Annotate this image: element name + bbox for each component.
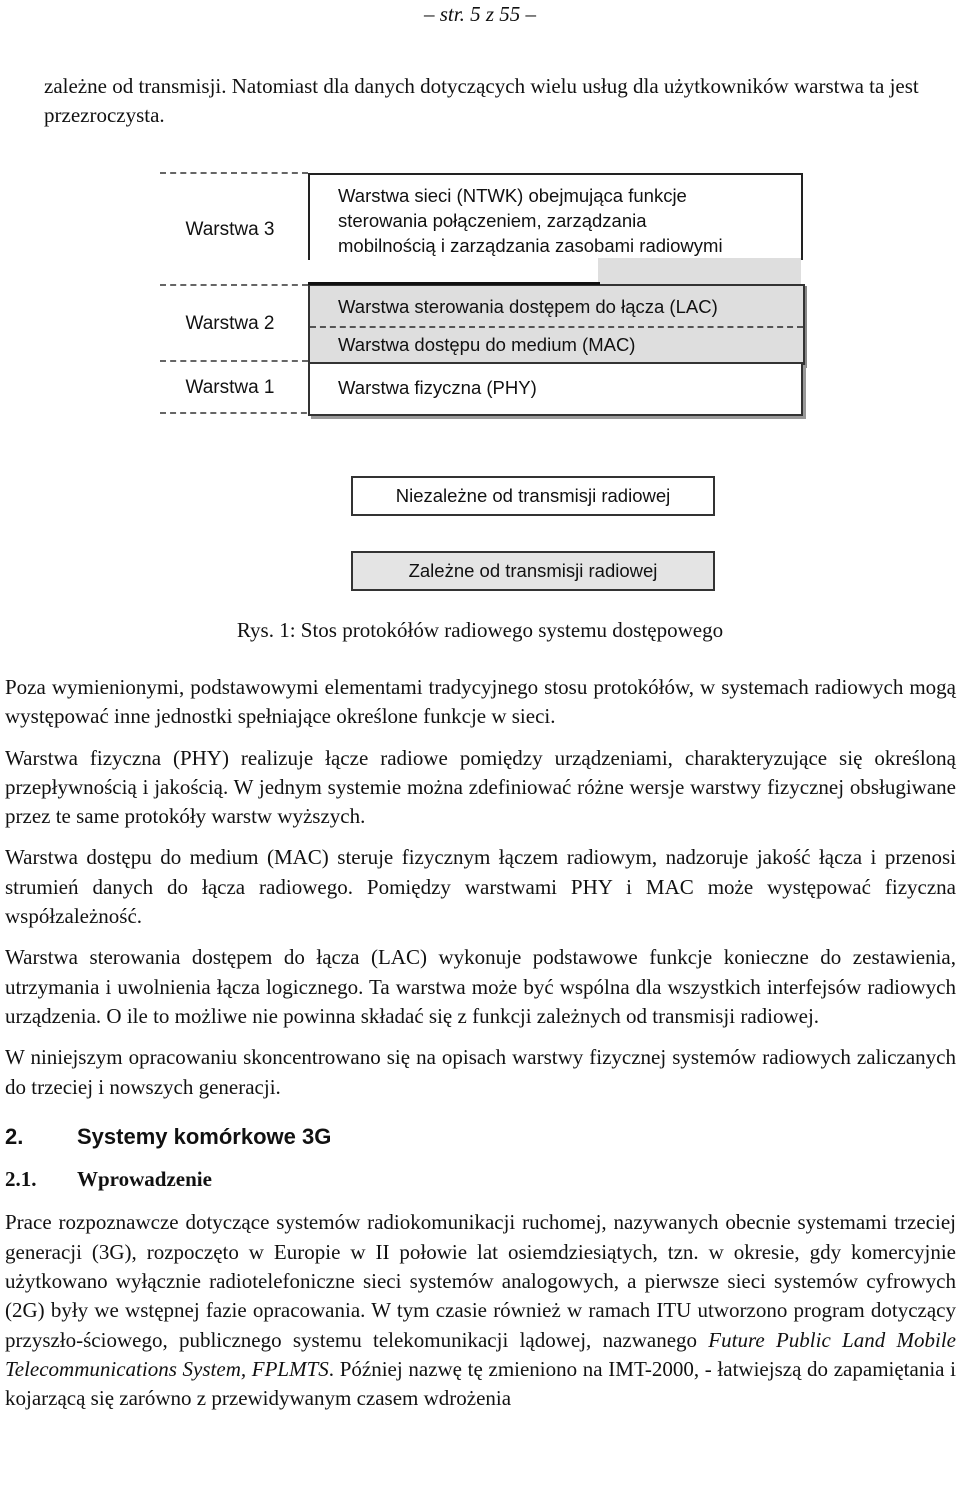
layer-boundary-line <box>308 282 600 285</box>
page-number-header: – str. 5 z 55 – <box>423 2 537 26</box>
intro-paragraph: zależne od transmisji. Natomiast dla danych dotyczących wielu usług dla użytkowników warstwa ta jest przezroczysta. <box>44 74 919 127</box>
ntwk-line: mobilnością i zarządzania zasobami radiowymi <box>338 235 723 256</box>
lac-mac-layer-box <box>308 284 805 366</box>
ntwk-layer-text <box>338 183 793 258</box>
layer1-label: Warstwa 1 <box>185 377 275 398</box>
legend-independent: Niezależne od transmisji radiowej <box>351 476 715 516</box>
subsection-heading <box>5 1165 956 1194</box>
gray-shade-tab <box>598 258 801 286</box>
paragraph: Warstwa sterowania dostępem do łącza (LAC) wykonuje podstawowe funkcje konieczne do zestawienia, utrzymania i uwolnienia łącza logicznego. Ta warstwa może być wspólna dla wszystkich interfejsów radiowych urządzenia. O ile to możliwe nie powinna składać się z funkcji zależnych od transmisji radiowej. <box>5 945 956 1028</box>
phy-layer-label: Warstwa fizyczna (PHY) <box>338 377 537 398</box>
section-number: 2. <box>5 1123 24 1149</box>
mac-layer-label: Warstwa dostępu do medium (MAC) <box>338 334 636 355</box>
layer-divider <box>160 172 308 174</box>
ntwk-line: Warstwa sieci (NTWK) obejmująca funkcje <box>338 185 687 206</box>
paragraph-text: Prace rozpoznawcze dotyczące systemów radiokomunikacji ruchomej, nazywanych obecnie systemami trzeciej generacji (3G), rozpoczęto w Europie w II połowie lat osiemdziesiątych, tzn. w okresie, gdy komercyjnie użytkowano wyłącznie radiotelefoniczne sieci systemów analogowych, a pierwsze sieci systemów cyfrowych (2G) były we wstępnej fazie opracowania. W tym czasie również w ramach ITU utworzono program dotyczący przyszło-ściowego, publicznego systemu telekomunikacji lądowej, nazwanego <box>5 1210 956 1352</box>
layer3-label: Warstwa 3 <box>185 219 275 240</box>
layer-divider <box>160 360 308 362</box>
fplmts-name: Future Public Land Mobile Telecommunications System, FPLMTS <box>5 1327 956 1381</box>
paragraph: Warstwa fizyczna (PHY) realizuje łącze radiowe pomiędzy urządzeniami, charakteryzujące się określoną przepływnością i jakością. W jednym systemie można zdefiniować różne wersje warstwy fizycznej obsługiwane przez te same protokóły warstw wyższych. <box>5 745 956 829</box>
section-title: Systemy komórkowe 3G <box>77 1123 332 1149</box>
subsection-title: Wprowadzenie <box>77 1167 212 1192</box>
ntwk-layer-box <box>308 173 803 260</box>
lac-mac-separator <box>310 326 803 328</box>
paragraph: Warstwa dostępu do medium (MAC) steruje fizycznym łączem radiowym, nadzoruje jakość łącza i przenosi strumień danych do łącza radiowego. Pomiędzy warstwami PHY i MAC może występować fizyczna współzależność. <box>5 845 956 929</box>
phy-layer-box <box>308 362 803 416</box>
paragraph: Poza wymienionymi, podstawowymi elementami tradycyjnego stosu protokółów, w systemach radiowych mogą występować inne jednostki spełniające określone funkcje w sieci. <box>5 675 956 729</box>
ntwk-line: sterowania połączeniem, zarządzania <box>338 210 647 231</box>
paragraph: W niniejszym opracowaniu skoncentrowano się na opisach warstwy fizycznej systemów radiowych zaliczanych do trzeciej i nowszych generacji. <box>5 1045 956 1099</box>
lac-layer-label: Warstwa sterowania dostępem do łącza (LAC) <box>338 296 718 317</box>
paragraph-text: . Później nazwę tę zmieniono na IMT-2000, - łatwiejszą do zapamiętania i kojarzącą się zarówno z przewidywanym czasem wdrożenia <box>5 1356 956 1411</box>
body-text <box>5 673 956 1426</box>
section-heading <box>5 1122 956 1151</box>
figure-caption: Rys. 1: Stos protokółów radiowego systemu dostępowego <box>236 618 724 642</box>
paragraph <box>5 1208 956 1413</box>
layer-divider <box>160 284 308 286</box>
legend-dependent: Zależne od transmisji radiowej <box>351 551 715 591</box>
layer2-label: Warstwa 2 <box>185 313 275 334</box>
subsection-number: 2.1. <box>5 1167 37 1192</box>
